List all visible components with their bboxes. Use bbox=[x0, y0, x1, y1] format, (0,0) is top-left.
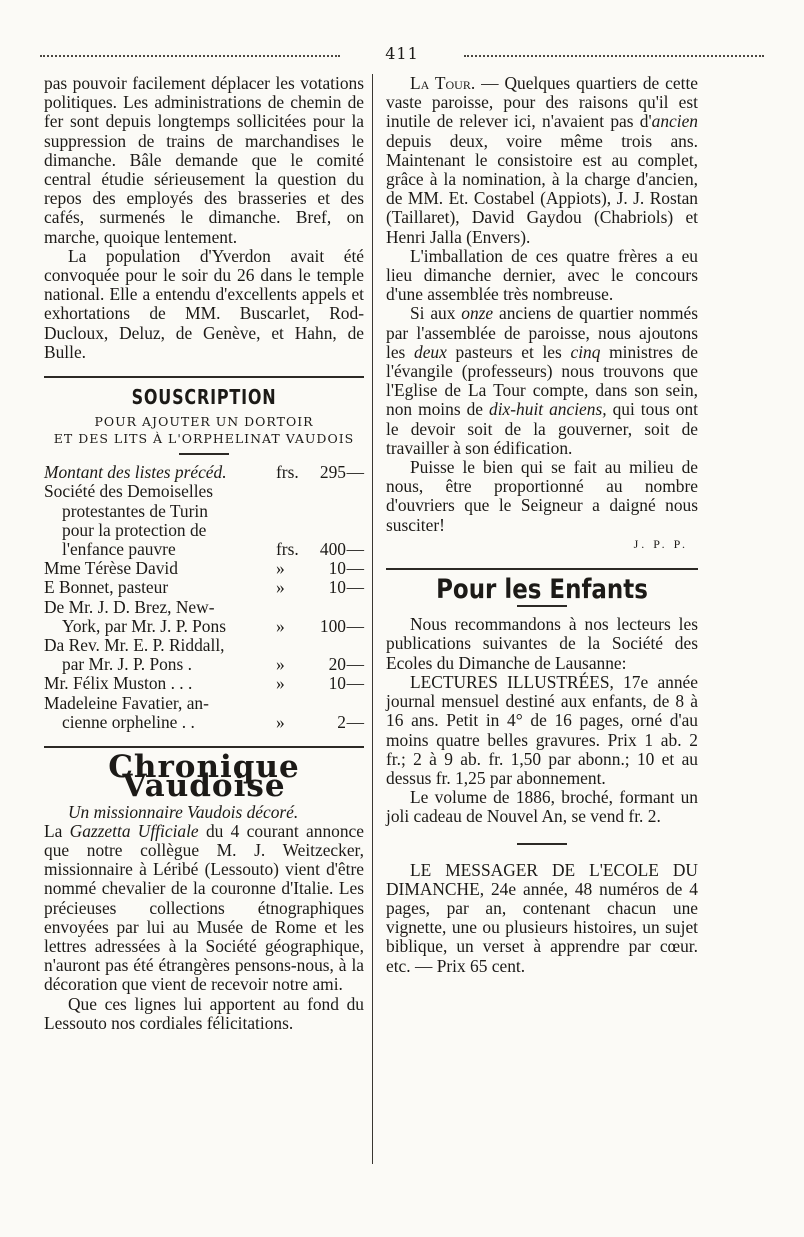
donor-name: cienne orpheline . . bbox=[62, 711, 195, 732]
currency: » bbox=[276, 673, 285, 694]
donor-name: Mme Térèse David bbox=[44, 558, 178, 579]
imballation-paragraph: L'imballation de ces quatre frères a eu lieu dimanche dernier, avec le concours d'une assemblée très nombreuse. bbox=[386, 245, 698, 305]
donation-row bbox=[44, 636, 364, 655]
section-rule bbox=[44, 376, 364, 378]
article-continuation: pas pouvoir facilement déplacer les votations politiques. Les administrations de chemin de fer sont depuis longtemps sollicitées pour la suppression de trains de marchandises le dimanche. Bâle demande que le comité central étudie sérieusement la question du repos des employés des brasseries et des cafés, surmenés le dimanche. Bref, on marche, quoique lentement. bbox=[44, 73, 364, 247]
gazette-name: Gazzetta Ufficiale bbox=[69, 820, 199, 841]
amount-dash: — bbox=[346, 711, 364, 732]
currency: frs. bbox=[276, 462, 299, 483]
subhead-text: Un missionnaire Vaudois décoré. bbox=[68, 801, 299, 822]
amount: 10 bbox=[328, 558, 346, 579]
latour-label: La Tour. bbox=[410, 73, 476, 93]
page-header bbox=[40, 44, 764, 68]
donation-row bbox=[44, 578, 364, 597]
author-initials: J. P. P. bbox=[633, 536, 688, 551]
donation-row bbox=[44, 694, 364, 713]
italic-word: onze bbox=[461, 303, 494, 324]
right-column bbox=[386, 74, 698, 976]
latour-paragraph bbox=[386, 74, 698, 247]
chronique-section bbox=[44, 749, 364, 1033]
currency: » bbox=[276, 654, 285, 675]
amount: 20 bbox=[328, 654, 346, 675]
donation-row bbox=[44, 502, 364, 521]
text-run: Si aux bbox=[410, 303, 462, 324]
text-run: pasteurs et les bbox=[446, 341, 571, 362]
amount: 400 bbox=[319, 539, 346, 560]
donor-name: Montant des listes précéd. bbox=[44, 462, 227, 483]
donor-name: De Mr. J. D. Brez, New- bbox=[44, 596, 215, 617]
amount: 10 bbox=[328, 673, 346, 694]
short-rule bbox=[517, 605, 567, 607]
currency: » bbox=[276, 615, 285, 636]
souscription-subtitle-2: ET DES LITS À L'ORPHELINAT VAUDOIS bbox=[53, 431, 355, 447]
souscription-section bbox=[44, 385, 364, 732]
column-divider bbox=[372, 74, 373, 1164]
souscription-subtitle-1: POUR AJOUTER UN DORTOIR bbox=[94, 414, 314, 430]
donor-name: Société des Demoiselles bbox=[44, 481, 214, 502]
amount: 2 bbox=[337, 711, 346, 732]
donor-name: par Mr. J. P. Pons . bbox=[62, 654, 192, 675]
amount-dash: — bbox=[346, 577, 364, 598]
amount: 10 bbox=[328, 577, 346, 598]
amount-dash: — bbox=[346, 654, 364, 675]
enfants-section bbox=[386, 574, 698, 976]
text-run: La bbox=[44, 820, 63, 841]
amount-dash: — bbox=[346, 673, 364, 694]
donation-row bbox=[44, 521, 364, 540]
chronique-subhead bbox=[44, 803, 364, 822]
donor-name: Madeleine Favatier, an- bbox=[44, 692, 209, 713]
left-column bbox=[44, 74, 364, 1033]
amount-dash: — bbox=[346, 615, 364, 636]
volume-paragraph: Le volume de 1886, broché, formant un joli cadeau de Nouvel An, se vend fr. 2. bbox=[386, 787, 698, 827]
short-rule bbox=[179, 453, 229, 455]
donation-list bbox=[44, 463, 364, 732]
lectures-illustrees-paragraph: LECTURES ILLUSTRÉES, 17e année journal mensuel destiné aux enfants, de 8 à 16 ans. Petit in 4° de 16 pages, orné d'au moins quatre belles gravures. Prix 1 ab. 2 fr.; 2 à 9 ab. fr. 1,50 par abonn.; 10 et au dessus fr. 1,25 par abonnement. bbox=[386, 671, 698, 788]
donation-row bbox=[44, 482, 364, 501]
anciens-paragraph bbox=[386, 304, 698, 458]
amount-dash: — bbox=[346, 558, 364, 579]
donor-name: protestantes de Turin bbox=[62, 500, 208, 521]
amount-dash: — bbox=[346, 462, 364, 483]
header-ornament-right bbox=[464, 55, 764, 57]
donation-row bbox=[44, 617, 364, 636]
page-number: 411 bbox=[385, 44, 419, 63]
italic-word: ancien bbox=[651, 111, 698, 132]
chronique-paragraph-1 bbox=[44, 822, 364, 995]
chronique-paragraph-2: Que ces lignes lui apportent au fond du Lessouto nos cordiales félicitations. bbox=[44, 993, 364, 1033]
currency: » bbox=[276, 711, 285, 732]
donor-name: Mr. Félix Muston . . . bbox=[44, 673, 193, 694]
messager-paragraph: LE MESSAGER DE L'ECOLE DU DIMANCHE, 24e année, 48 numéros de 4 pages, par an, contenant chacun une vignette, une ou plusieurs histoires, un sujet biblique, un verset à apprendre par cœur. etc. — Prix 65 cent. bbox=[386, 859, 698, 976]
enfants-paragraph-1: Nous recommandons à nos lecteurs les publications suivantes de la Société des Ecoles du Dimanche de Lausanne: bbox=[386, 614, 698, 673]
text-run: qui tous ont le devoir soit de la gouverner, soit de travailler à son édification. bbox=[386, 399, 698, 458]
amount-dash: — bbox=[346, 539, 364, 560]
donation-row bbox=[44, 463, 364, 482]
section-rule bbox=[386, 568, 698, 570]
text-run: depuis deux, voire même trois ans. Maintenant le consistoire est au complet, grâce à la nomination, à la charge d'ancien, de MM. Et. Costabel (Appiots), J. J. Rostan (Taillaret), David Gaydou (Chabriols) et Henri Jalla (Envers). bbox=[386, 130, 698, 247]
signature-line bbox=[386, 535, 698, 554]
text-run: du 4 courant annonce que notre collègue M. J. Weitzecker, missionnaire à Léribé (Lessouto) vient d'être nommé chevalier de la couronne d'Italie. Les précieuses collections étnographiques envoyées par lui au Musée de Rome et les lettres adressées à la Société géographique, n'auront pas été étrangères pensons-nous, à la décoration que vient de recevoir notre ami. bbox=[44, 820, 364, 995]
enfants-title: Pour les Enfants bbox=[436, 574, 648, 606]
section-rule bbox=[44, 746, 364, 748]
text-run: anciens de quartier nommés par l'assemblée de paroisse, nous ajoutons les bbox=[386, 303, 698, 362]
italic-word: deux bbox=[414, 341, 447, 362]
puisse-paragraph: Puisse le bien qui se fait au milieu de nous, être proportionné au nombre d'ouvriers que le Seigneur a daigné nous susciter! bbox=[386, 457, 698, 535]
donation-row bbox=[44, 713, 364, 732]
donation-row bbox=[44, 559, 364, 578]
donation-row bbox=[44, 655, 364, 674]
donor-name: pour la protection de bbox=[62, 519, 207, 540]
donor-name: E Bonnet, pasteur bbox=[44, 577, 169, 598]
amount: 295 bbox=[319, 462, 346, 483]
currency: frs. bbox=[276, 539, 299, 560]
souscription-title: SOUSCRIPTION bbox=[131, 385, 277, 410]
donation-row bbox=[44, 598, 364, 617]
text-run: ministres de l'évangile (professeurs) nous trouvons que l'Eglise de La Tour compte, dans son sein, non moins de bbox=[386, 341, 698, 420]
chronique-title: Chronique Vaudoise bbox=[108, 749, 300, 805]
italic-word: cinq bbox=[570, 341, 601, 362]
donor-name: l'enfance pauvre bbox=[62, 539, 176, 560]
donation-row bbox=[44, 540, 364, 559]
amount: 100 bbox=[319, 615, 346, 636]
donor-name: Da Rev. Mr. E. P. Riddall, bbox=[44, 635, 225, 656]
yverdon-paragraph: La population d'Yverdon avait été convoquée pour le soir du 26 dans le temple national. Elle a entendu d'excellents appels et exhortations de MM. Buscarlet, Rod-Ducloux, Deluz, de Genève, et Hahn, de Bulle. bbox=[44, 245, 364, 362]
short-rule bbox=[517, 843, 567, 845]
text-run: — Quelques quartiers de cette vaste paroisse, pour des raisons qu'il est inutile de relever ici, n'avaient pas d' bbox=[386, 73, 698, 132]
currency: » bbox=[276, 558, 285, 579]
currency: » bbox=[276, 577, 285, 598]
italic-word: dix-huit anciens, bbox=[489, 399, 607, 420]
donor-name: York, par Mr. J. P. Pons bbox=[62, 615, 226, 636]
donation-row bbox=[44, 674, 364, 693]
